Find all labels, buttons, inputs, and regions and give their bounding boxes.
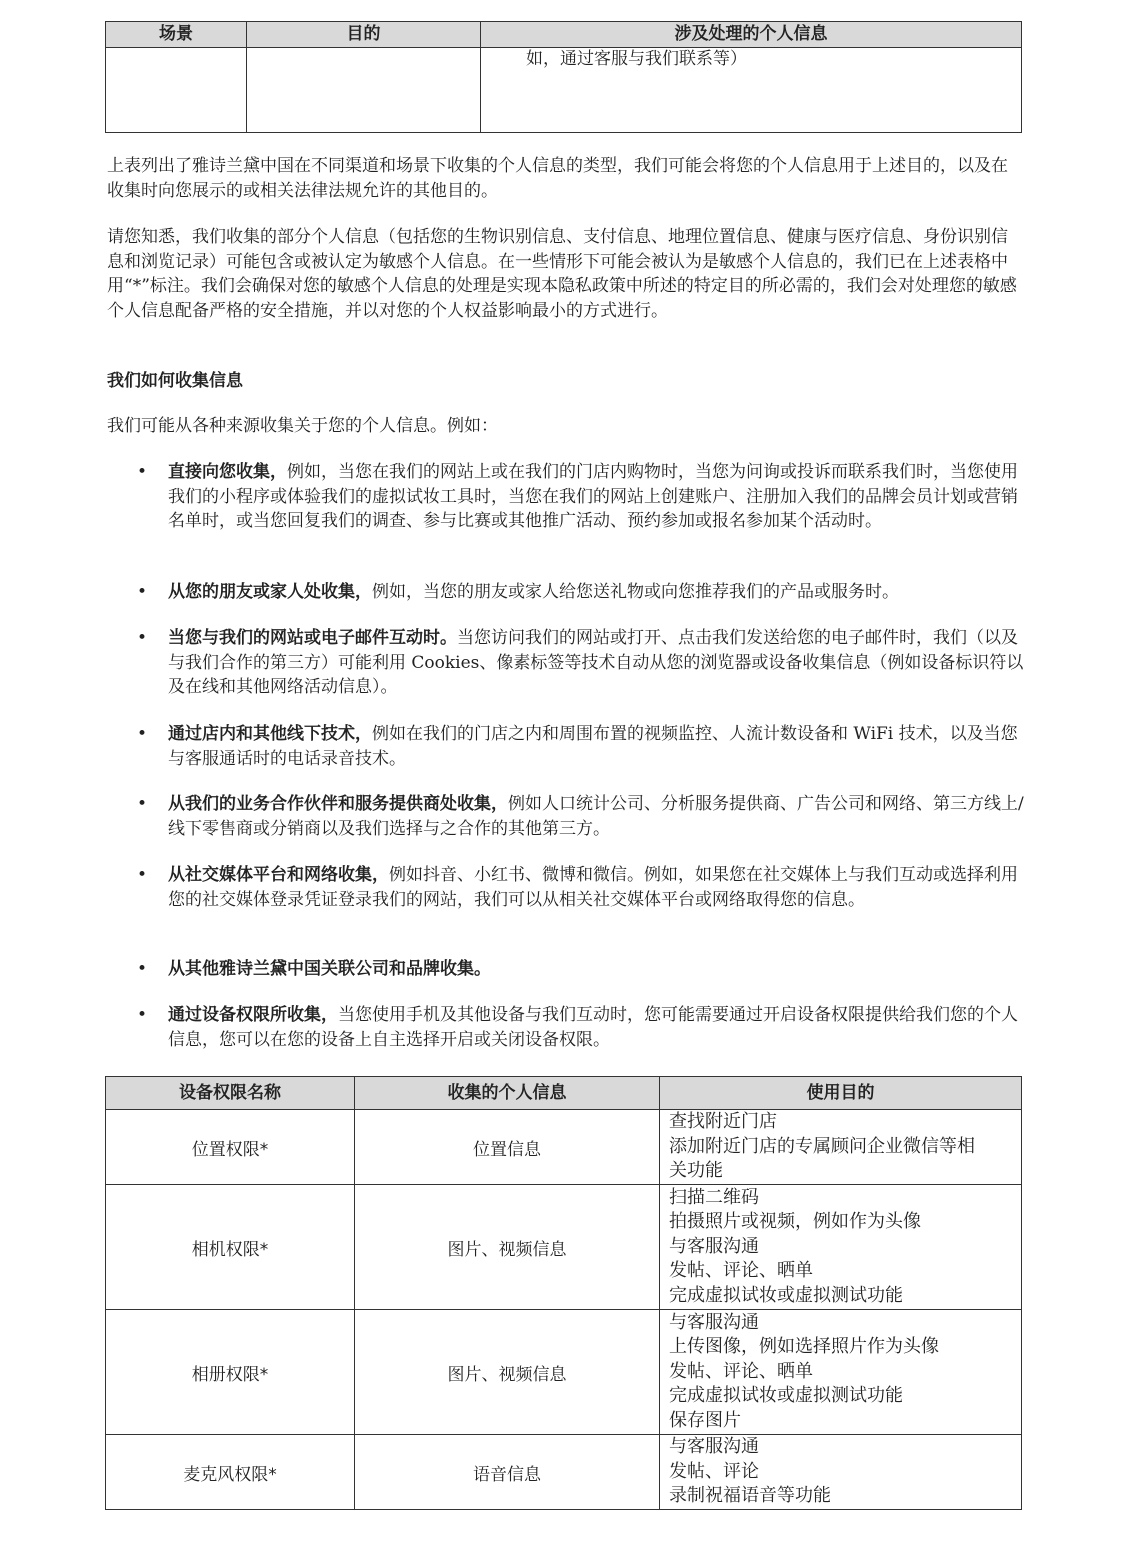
list-item-text: 当您使用手机及其他设备与我们互动时，您可能需要通过开启设备权限提供给我们您的个人信息，您可以在您的设备上自主选择开启或关闭设备权限。 [168, 1005, 1018, 1050]
usage-line: 完成虚拟试妆或虚拟测试功能 [669, 1284, 903, 1306]
table-header-cell: 目的 [247, 22, 481, 48]
usage-line: 上传图像，例如选择照片作为头像 [669, 1336, 939, 1358]
bullet-icon: • [137, 724, 148, 744]
usage-purposes [660, 1310, 1022, 1435]
list-item-text: 当您访问我们的网站或打开、点击我们发送给您的电子邮件时，我们（以及与我们合作的第三方）可能利用 Cookies、像素标签等技术自动从您的浏览器或设备收集信息（例如设备标识符以及在线和其他网络活动信息）。 [168, 628, 1024, 697]
permission-name: 相机权限* [106, 1185, 355, 1310]
usage-line: 发帖、评论 [669, 1460, 759, 1482]
usage-line: 扫描二维码 [669, 1186, 759, 1208]
list-item [137, 792, 1030, 841]
table-header-cell: 收集的个人信息 [355, 1077, 660, 1110]
usage-line: 发帖、评论、晒单 [669, 1260, 813, 1282]
list-item [137, 460, 1030, 534]
paragraph-sensitive-info: 请您知悉，我们收集的部分个人信息（包括您的生物识别信息、支付信息、地理位置信息、健康与医疗信息、身份识别信息和浏览记录）可能包含或被认定为敏感个人信息。在一些情形下可能会被认为是敏感个人信息的，我们已在上述表格中用“*”标注。我们会确保对您的敏感个人信息的处理是实现本隐私政策中所述的特定目的所必需的，我们会对处理您的敏感个人信息配备严格的安全措施，并以对您的个人权益影响最小的方式进行。 [107, 227, 1017, 321]
list-item-lead: 从其他雅诗兰黛中国关联公司和品牌收集。 [168, 959, 491, 979]
collected-info: 语音信息 [355, 1435, 660, 1510]
permission-name: 相册权限* [106, 1310, 355, 1435]
table-header-row [106, 1077, 1022, 1110]
usage-purposes [660, 1110, 1022, 1185]
bullet-icon: • [137, 462, 148, 482]
table-header-cell: 使用目的 [660, 1077, 1022, 1110]
collected-info: 图片、视频信息 [355, 1185, 660, 1310]
permission-name: 麦克风权限* [106, 1435, 355, 1510]
table-row [106, 1310, 1022, 1435]
section-heading: 我们如何收集信息 [107, 371, 243, 391]
bullet-icon: • [137, 794, 148, 814]
list-item-lead: 通过设备权限所收集， [168, 1005, 338, 1025]
device-permission-table [105, 1076, 1022, 1510]
collected-info: 图片、视频信息 [355, 1310, 660, 1435]
permission-name: 位置权限* [106, 1110, 355, 1185]
usage-purposes [660, 1185, 1022, 1310]
table-cell: 如，通过客服与我们联系等） [481, 48, 1022, 133]
paragraph-sources-intro: 我们可能从各种来源收集关于您的个人信息。例如： [107, 416, 498, 436]
bullet-icon: • [137, 959, 148, 979]
table-header-cell: 涉及处理的个人信息 [481, 22, 1022, 48]
usage-line: 发帖、评论、晒单 [669, 1360, 813, 1382]
table-row [106, 1185, 1022, 1310]
list-item [137, 863, 1030, 912]
usage-line: 与客服沟通 [669, 1436, 759, 1458]
usage-line: 与客服沟通 [669, 1311, 759, 1333]
scenario-table [105, 21, 1022, 133]
table-cell [106, 48, 247, 133]
list-item [137, 722, 1030, 771]
usage-line: 录制祝福语音等功能 [669, 1485, 831, 1507]
usage-line: 拍摄照片或视频，例如作为头像 [669, 1211, 921, 1233]
paragraph-summary: 上表列出了雅诗兰黛中国在不同渠道和场景下收集的个人信息的类型，我们可能会将您的个人信息用于上述目的，以及在收集时向您展示的或相关法律法规允许的其他目的。 [107, 156, 1008, 201]
list-item-text: 例如在我们的门店之内和周围布置的视频监控、人流计数设备和 WiFi 技术，以及当您与客服通话时的电话录音技术。 [168, 724, 1018, 769]
table-row [106, 48, 1022, 133]
list-item-lead: 从社交媒体平台和网络收集， [168, 865, 389, 885]
usage-line: 添加附近门店的专属顾问企业微信等相 [669, 1135, 975, 1157]
table-header-cell: 场景 [106, 22, 247, 48]
list-item-lead: 当您与我们的网站或电子邮件互动时。 [168, 628, 457, 648]
list-item-lead: 直接向您收集， [168, 462, 287, 482]
list-item-lead: 从我们的业务合作伙伴和服务提供商处收集， [168, 794, 508, 814]
usage-line: 与客服沟通 [669, 1235, 759, 1257]
bullet-icon: • [137, 1005, 148, 1025]
table-cell [247, 48, 481, 133]
list-item-text: 例如抖音、小红书、微博和微信。例如，如果您在社交媒体上与我们互动或选择利用您的社交媒体登录凭证登录我们的网站，我们可以从相关社交媒体平台或网络取得您的信息。 [168, 865, 1018, 910]
table-header-row [106, 22, 1022, 48]
bullet-icon: • [137, 628, 148, 648]
collected-info: 位置信息 [355, 1110, 660, 1185]
list-item-text: 例如，当您在我们的网站上或在我们的门店内购物时，当您为问询或投诉而联系我们时，当您使用我们的小程序或体验我们的虚拟试妆工具时，当您在我们的网站上创建账户、注册加入我们的品牌会员计划或营销名单时，或当您回复我们的调查、参与比赛或其他推广活动、预约参加或报名参加某个活动时。 [168, 462, 1018, 531]
list-item [137, 580, 1030, 605]
list-item-text: 例如人口统计公司、分析服务提供商、广告公司和网络、第三方线上/线下零售商或分销商以及我们选择与之合作的其他第三方。 [168, 794, 1024, 839]
list-item-lead: 从您的朋友或家人处收集， [168, 582, 372, 602]
table-header-cell: 设备权限名称 [106, 1077, 355, 1110]
table-row [106, 1110, 1022, 1185]
usage-purposes [660, 1435, 1022, 1510]
list-item [137, 626, 1030, 700]
usage-line: 完成虚拟试妆或虚拟测试功能 [669, 1385, 903, 1407]
bullet-icon: • [137, 582, 148, 602]
usage-line: 保存图片 [669, 1409, 741, 1431]
bullet-icon: • [137, 865, 148, 885]
table-row [106, 1435, 1022, 1510]
list-item [137, 957, 1030, 982]
list-item [137, 1003, 1030, 1052]
list-item-lead: 通过店内和其他线下技术， [168, 724, 372, 744]
list-item-text: 例如，当您的朋友或家人给您送礼物或向您推荐我们的产品或服务时。 [372, 582, 899, 602]
usage-line: 关功能 [669, 1160, 723, 1182]
usage-line: 查找附近门店 [669, 1111, 777, 1133]
